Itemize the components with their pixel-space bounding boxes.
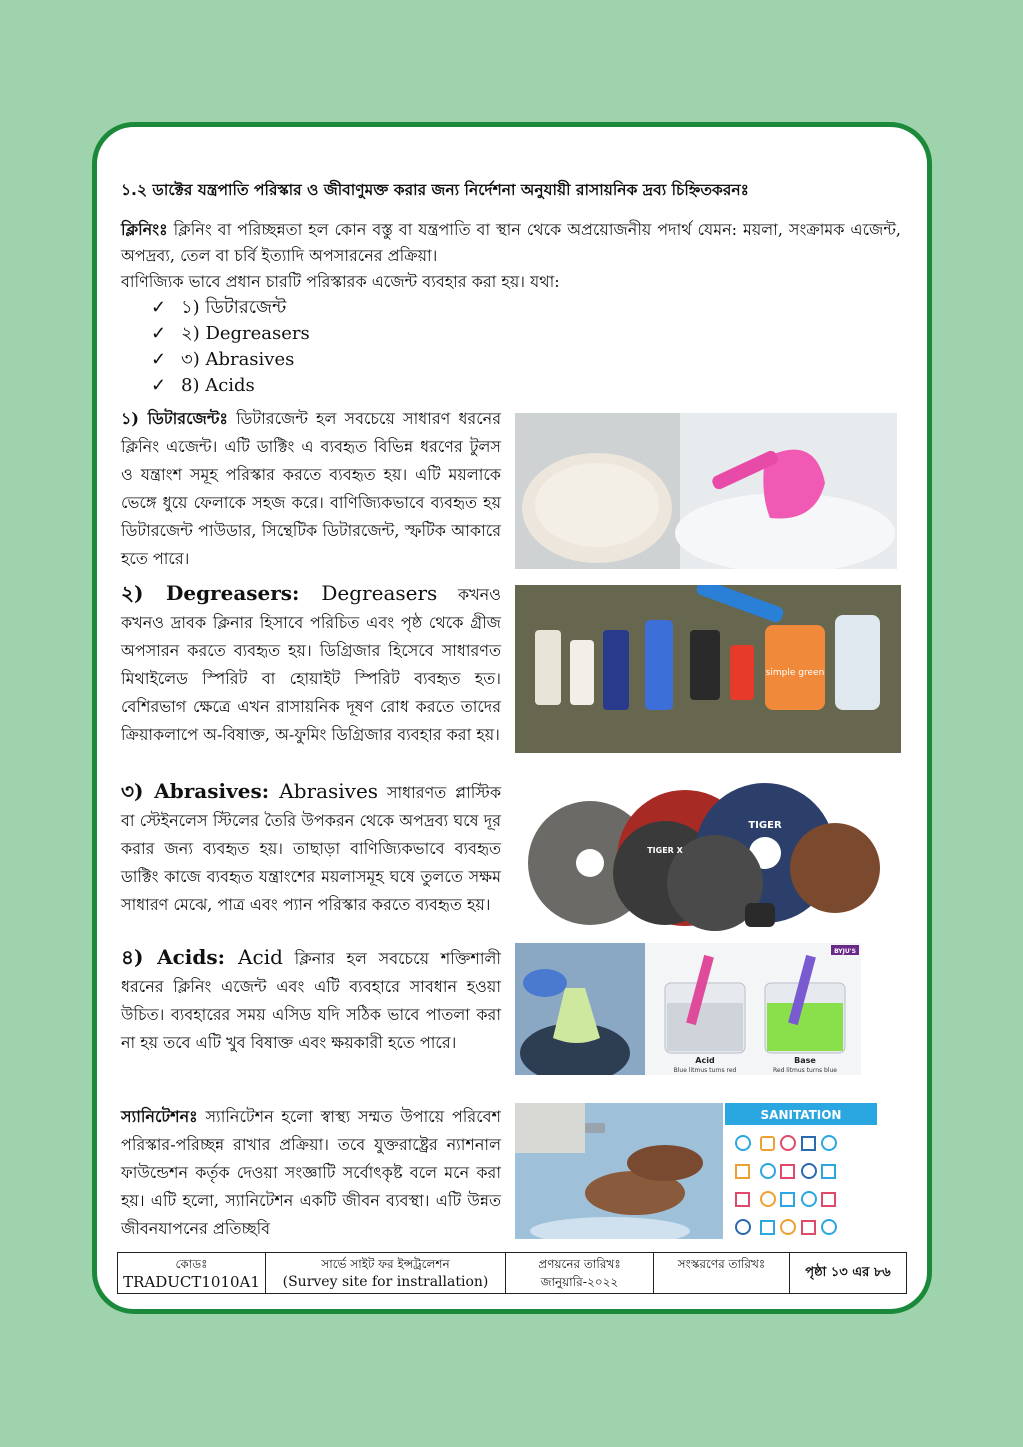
list-item <box>151 295 901 321</box>
sanitation-body: স্যানিটেশন হলো স্বাস্থ্য সম্মত উপায়ে পরিবেশ পরিস্কার-পরিচ্ছন্ন রাখার প্রক্রিয়া। তবে যুক্তরাষ্ট্রের ন্যাশনাল ফাউন্ডেশন কর্তৃক দেওয়া সংজ্ঞাটি সর্বোৎকৃষ্ট বলে মনে করা হয়। এটি হলো, স্যানিটেশন একটি জীবন ব্যবস্থা। এটি উন্নত জীবনযাপনের প্রতিচ্ছবি <box>121 1107 501 1238</box>
sanitation-banner: SANITATION <box>760 1108 842 1122</box>
cleaning-intro: বাণিজ্যিক ভাবে প্রধান চারটি পরিস্কারক এজেন্ট ব্যবহার করা হয়। যথা: <box>121 272 560 291</box>
base-label: Base <box>794 1056 816 1065</box>
acid-label: Acid <box>695 1056 715 1065</box>
cleaning-paragraph <box>121 217 901 269</box>
check-icon: ✓ <box>151 297 167 318</box>
list-item-label: ৩) Abrasives <box>181 349 295 370</box>
acids-title: ৪) Acids: <box>121 945 226 969</box>
list-item-label: ১) ডিটারজেন্ট <box>181 297 287 318</box>
footer-title-bn: সার্ভে সাইট ফর ইন্সট্রলেশন <box>321 1257 450 1271</box>
detergent-text <box>121 405 501 573</box>
footer-prep-label: প্রণয়নের তারিখঃ <box>538 1257 621 1271</box>
check-icon: ✓ <box>151 323 167 344</box>
footer-prep-cell <box>506 1253 654 1294</box>
list-item <box>151 347 901 373</box>
abrasives-en: Abrasives <box>269 779 379 803</box>
acid-image <box>515 943 861 1075</box>
cleaning-term: ক্লিনিংঃ <box>121 220 168 239</box>
sanitation-text <box>121 1103 501 1243</box>
cleaning-text: ক্লিনিং বা পরিচ্ছন্নতা হল কোন বস্তু বা যন্ত্রপাতি বা স্থান থেকে অপ্রয়োজনীয় পদার্থ যেমন: ময়লা, সংক্রামক এজেন্ট, অপদ্রব্য, তেল বা চর্বি ইত্যাদি অপসারনের প্রক্রিয়া। <box>121 220 901 265</box>
acid-sublabel: Blue litmus turns red <box>673 1067 737 1074</box>
check-icon: ✓ <box>151 375 167 396</box>
footer-code: TRADUCT1010A1 <box>123 1273 260 1291</box>
footer-rev-label: সংস্করণের তারিখঃ <box>677 1257 766 1271</box>
agent-list <box>151 295 901 399</box>
acids-en: Acid <box>225 945 283 969</box>
degreasers-en: Degreasers <box>299 581 438 605</box>
footer-title-cell <box>266 1253 506 1294</box>
acids-body: ক্লিনার হল সবচেয়ে শক্তিশালী ধরনের ক্লিনিং এজেন্ট এবং এটি ব্যবহারে সাবধান হওয়া উচিত। ব্যবহারের সময় এসিড যদি সঠিক ভাবে পাতলা করা না হয় তবে এটি খুব বিষাক্ত এবং ক্ষয়কারী হতে পারে। <box>121 949 501 1052</box>
list-item-label: ২) Degreasers <box>181 323 310 344</box>
abrasives-section <box>121 777 895 933</box>
list-item <box>151 373 901 399</box>
footer-code-cell <box>118 1253 266 1294</box>
sanitation-section <box>121 1103 877 1243</box>
abrasive-image <box>515 783 895 933</box>
byjus-logo: BYJU'S <box>834 948 856 955</box>
check-icon: ✓ <box>151 349 167 370</box>
detergent-image <box>515 413 897 569</box>
abrasive-brand-2: TIGER X <box>647 846 683 855</box>
detergent-section <box>121 405 897 573</box>
degreasers-text <box>121 579 501 753</box>
sanitation-image <box>515 1103 877 1239</box>
content-card <box>92 122 932 1314</box>
footer-prep-date: জানুয়ারি-২০২২ <box>540 1275 619 1289</box>
footer-table <box>117 1252 907 1294</box>
content-body <box>121 177 901 399</box>
base-sublabel: Red litmus turns blue <box>773 1067 837 1074</box>
abrasives-body: সাধারণত প্লাস্টিক বা স্টেইনলেস স্টিলের তৈরি উপকরন থেকে অপদ্রব্য ঘষে দূর করার জন্য ব্যবহৃত হয়। তাছাড়া বাণিজ্যিকভাবে ব্যবহৃত ডাক্টিং কাজে ব্যবহৃত যন্ত্রাংশের ময়লাসমূহ ঘষে তুলতে সক্ষম সাধারণ মেঝে, পাত্র এবং প্যান পরিস্কার করতে ব্যবহৃত হয়। <box>121 783 502 914</box>
acids-text <box>121 943 501 1075</box>
degreasers-section <box>121 579 901 753</box>
footer-rev-cell <box>654 1253 790 1294</box>
degreasers-title: ২) Degreasers: <box>121 581 300 605</box>
abrasives-text <box>121 777 501 933</box>
abrasives-title: ৩) Abrasives: <box>121 779 270 803</box>
footer-code-label: কোডঃ <box>175 1257 208 1271</box>
list-item-label: 8) Acids <box>181 375 255 396</box>
degreaser-image <box>515 585 901 753</box>
degreasers-body: কখনও কখনও দ্রাবক ক্লিনার হিসাবে পরিচিত এবং পৃষ্ঠ থেকে গ্রীজ অপসারন করতে ব্যবহৃত হয়। ডিগ্রিজার হিসেবে সাধারণত মিথাইলেড স্পিরিট বা হোয়াইট স্পিরিট ব্যবহৃত হত। বেশিরভাগ ক্ষেত্রে এখন রাসায়নিক দূষণ রোধ করতে তাদের ক্রিয়াকলাপে অ-বিষাক্ত, অ-ফুমিং ডিগ্রিজার ব্যবহার করা হয়। <box>121 585 501 744</box>
abrasive-brand-1: TIGER <box>748 820 782 831</box>
detergent-body: ডিটারজেন্ট হল সবচেয়ে সাধারণ ধরনের ক্লিনিং এজেন্ট। এটি ডাক্টিং এ ব্যবহৃত বিভিন্ন ধরণের টুলস ও যন্ত্রাংশ সমূহ পরিস্কার করতে ব্যবহৃত হয়। এটি ময়লাকে ভেঙ্গে ধুয়ে ফেলাকে সহজ করে। বাণিজ্যিকভাবে ব্যবহৃত হয় ডিটারজেন্ট পাউডার, সিন্থেটিক ডিটারজেন্ট, স্ফটিক আকারে হতে পারে। <box>121 409 501 568</box>
list-item <box>151 321 901 347</box>
sanitation-title: স্যানিটেশনঃ <box>121 1107 198 1126</box>
degreaser-label: simple green <box>765 668 825 678</box>
footer-title-en: (Survey site for instrallation) <box>282 1274 489 1290</box>
acids-section <box>121 943 861 1075</box>
section-heading: ১.২ ডাক্টের যন্ত্রপাতি পরিস্কার ও জীবাণুমক্ত করার জন্য নির্দেশনা অনুযায়ী রাসায়নিক দ্রব্য চিহ্নিতকরনঃ <box>121 181 749 199</box>
footer-page-number: পৃষ্ঠা ১৩ এর ৮৬ <box>790 1253 907 1294</box>
detergent-title: ১) ডিটারজেন্টঃ <box>121 409 228 428</box>
